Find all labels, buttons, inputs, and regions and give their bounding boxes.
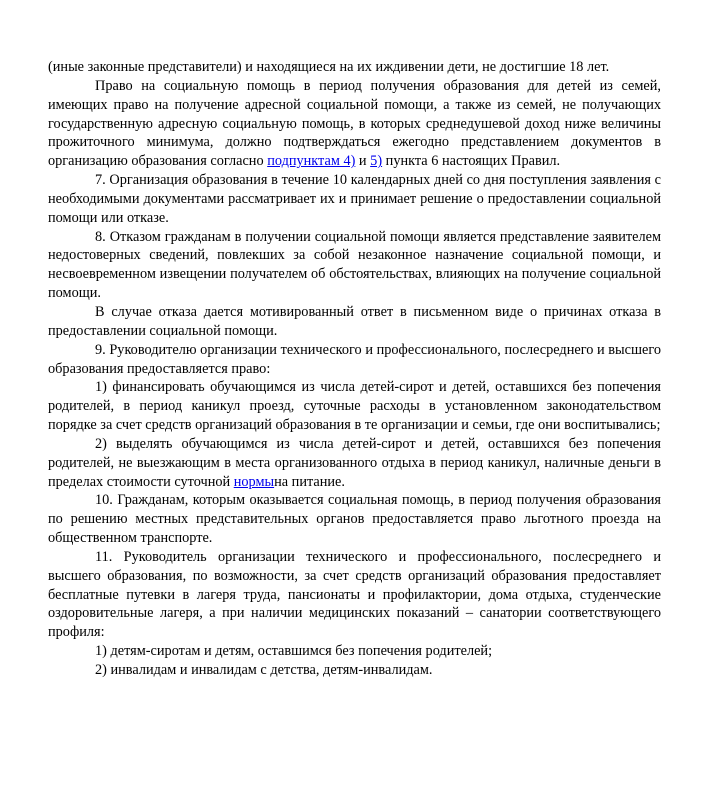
reference-link[interactable]: подпунктам 4) xyxy=(267,153,356,170)
reference-link[interactable]: 5) xyxy=(370,153,383,170)
paragraph-text: 1) детям-сиротам и детям, оставшимся без попечения родителей; xyxy=(95,643,493,660)
paragraph xyxy=(48,77,661,171)
paragraph-text: пункта 6 настоящих Правил. xyxy=(382,153,561,170)
paragraph xyxy=(48,548,661,642)
paragraph-text: 2) инвалидам и инвалидам с детства, детям-инвалидам. xyxy=(95,662,433,678)
paragraph-text: Право на социальную помощь в период получения образования для детей из семей, имеющих право на получение адресной социальной помощи, а также из семей, не получающих государственную адресную социальную помощь, в которых среднедушевой доход ниже величины прожиточного минимума, должно подтверждаться ежегодно представлением документов в организацию образования согласно xyxy=(48,77,661,170)
document-page xyxy=(48,58,661,680)
paragraph-text: 1) финансировать обучающимся из числа детей-сирот и детей, оставшихся без попечения родителей, в период каникул проезд, суточные расходы в установленном законодательством порядке за счет средств организаций образования в те организации и семьи, где они воспитывались; xyxy=(48,379,661,434)
paragraph-text: В случае отказа дается мотивированный ответ в письменном виде о причинах отказа в предоставлении социальной помощи. xyxy=(48,303,661,339)
paragraph-text: на питание. xyxy=(274,473,345,490)
paragraph xyxy=(48,58,661,77)
paragraph xyxy=(48,341,661,379)
paragraph xyxy=(48,642,661,661)
paragraph-text: 11. Руководитель организации технического и профессионального, послесреднего и высшего образования, по возможности, за счет средств организаций образования предоставляет бесплатные путевки в лагеря труда, пансионаты и профилактории, дома отдыха, студенческие оздоровительные лагеря, а при наличии медицинских показаний – санатории соответствующего профиля: xyxy=(48,548,661,641)
paragraph xyxy=(48,491,661,548)
paragraph-text: и xyxy=(355,153,371,170)
reference-link[interactable]: нормы xyxy=(233,473,275,490)
paragraph-text: 8. Отказом гражданам в получении социальной помощи является представление заявителем недостоверных сведений, повлекших за собой незаконное назначение социальной помощи, и несвоевременном извещении получателем об обстоятельствах, влияющих на получение социальной помощи. xyxy=(48,228,661,302)
paragraph-text: (иные законные представители) и находящиеся на их иждивении дети, не достигшие 18 лет. xyxy=(48,59,610,75)
paragraph-text: 10. Гражданам, которым оказывается социальная помощь, в период получения образования по решению местных представительных органов предоставляется право льготного проезда на общественном транспорте. xyxy=(48,492,661,547)
paragraph-text: 7. Организация образования в течение 10 календарных дней со дня поступления заявления с необходимыми документами рассматривает их и принимает решение о предоставлении социальной помощи или отказе. xyxy=(48,172,661,226)
paragraph xyxy=(48,171,661,228)
paragraph xyxy=(48,435,661,492)
paragraph-text: 2) выделять обучающимся из числа детей-сирот и детей, оставшихся без попечения родителей, не выезжающим в места организованного отдыха в период каникул, наличные деньги в пределах стоимости суточной xyxy=(48,435,661,490)
paragraph-text: 9. Руководителю организации технического и профессионального, послесреднего и высшего образования предоставляется право: xyxy=(48,341,661,377)
paragraph xyxy=(48,661,661,680)
paragraph xyxy=(48,303,661,341)
paragraph xyxy=(48,228,661,303)
paragraph xyxy=(48,378,661,435)
